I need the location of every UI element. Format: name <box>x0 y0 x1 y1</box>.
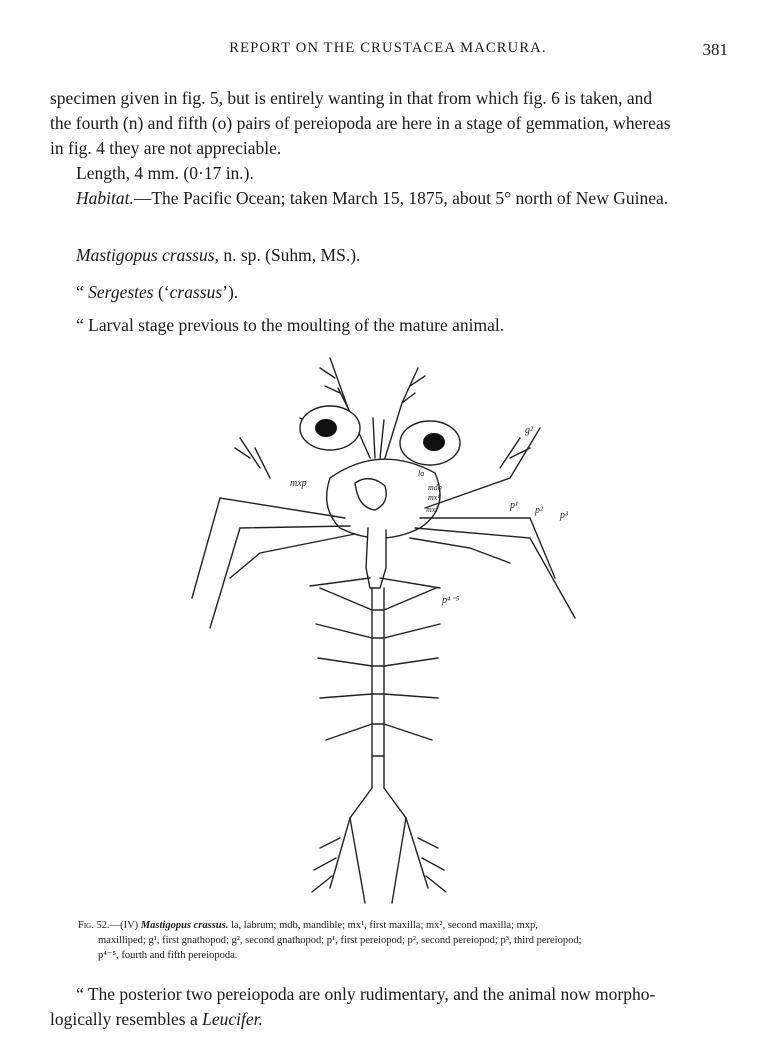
caption-line3: p⁴⁻⁵, fourth and fifth pereiopoda. <box>98 950 238 961</box>
label-p1: p¹ <box>510 500 518 511</box>
paragraph-continuation <box>50 86 730 211</box>
running-head: REPORT ON THE CRUSTACEA MACRURA. <box>229 40 547 56</box>
synonym-species: crassus <box>169 282 223 302</box>
text-line: specimen given in fig. 5, but is entirely wanting in that from which fig. 6 is taken, and <box>50 88 653 108</box>
text-line: the fourth (n) and fifth (o) pairs of pereiopoda are here in a stage of gemmation, whereas <box>50 113 671 133</box>
closing-paragraph <box>50 982 730 1032</box>
habitat-label: Habitat. <box>76 188 134 208</box>
pereiopod-left-3 <box>230 534 355 578</box>
label-mx2: mx² <box>426 505 438 514</box>
page-number: 381 <box>702 40 728 59</box>
label-g2: g² <box>525 425 533 436</box>
synonym-line <box>50 280 730 305</box>
abdomen-segments <box>372 610 384 756</box>
eye-right-pigment <box>423 433 445 451</box>
label-mxp: mxp <box>290 478 307 489</box>
abdomen-outline <box>372 588 384 788</box>
length-line: Length, 4 mm. (0·17 in.). <box>76 163 254 183</box>
text-line: “ The posterior two pereiopoda are only rudimentary, and the animal now morpho- <box>76 984 656 1004</box>
quote-mark: “ <box>76 282 89 302</box>
species-authority: n. sp. (Suhm, MS.). <box>218 245 361 265</box>
synonym-genus: Sergestes <box>88 282 154 302</box>
text-line: in fig. 4 they are not appreciable. <box>50 138 282 158</box>
habitat-line <box>50 186 730 211</box>
leucifer-name: Leucifer. <box>202 1009 263 1029</box>
label-p2: p² <box>535 505 543 516</box>
mastigopus-illustration <box>180 348 600 918</box>
antenna-left-branch <box>320 368 348 408</box>
pereiopod-right-1 <box>420 518 555 578</box>
figure-caption <box>78 918 700 963</box>
uropods <box>330 788 428 888</box>
caption-fig-label: Fig. 52.—(IV) <box>78 920 139 931</box>
antenna-right-branch <box>402 376 425 403</box>
label-p45: p⁴⁻⁵ <box>442 595 460 606</box>
label-mx1: mx¹ <box>428 493 440 502</box>
setae-left <box>235 438 270 478</box>
text-line: logically resembles a Leucifer. <box>50 1009 263 1029</box>
label-la: la <box>418 469 425 478</box>
caption-line1: la, labrum; mdb, mandible; mx¹, first maxilla; mx², second maxilla; mxp, <box>230 920 538 931</box>
pereiopod-left-1 <box>192 498 345 598</box>
uropod-inner <box>350 818 406 903</box>
synonym-close: ’). <box>222 282 239 302</box>
antennule <box>373 418 384 458</box>
species-name: Mastigopus crassus, <box>76 245 219 265</box>
figure-52 <box>180 348 600 918</box>
caption-species: Mastigopus crassus. <box>140 920 229 931</box>
caption-line2: maxilliped; g¹, first gnathopod; g², second gnathopod; p¹, first pereiopod; p², second pereiopod; p³, third pereiopod; <box>98 935 582 946</box>
larval-stage-text: “ Larval stage previous to the moulting of the mature animal. <box>76 315 505 335</box>
label-mdb: mdb <box>428 483 442 492</box>
eye-left-pigment <box>315 419 337 437</box>
habitat-text: —The Pacific Ocean; taken March 15, 1875, about 5° north of New Guinea. <box>133 188 669 208</box>
pereiopod-right-3 <box>410 538 510 563</box>
uropod-setae <box>312 838 446 892</box>
label-p3: p³ <box>560 510 568 521</box>
synonym-open: (‘ <box>153 282 170 302</box>
larval-stage-line <box>50 313 730 338</box>
species-line <box>50 243 730 268</box>
species-heading <box>50 243 730 268</box>
pereiopod-right-2 <box>415 528 575 618</box>
pleopods <box>316 588 440 740</box>
